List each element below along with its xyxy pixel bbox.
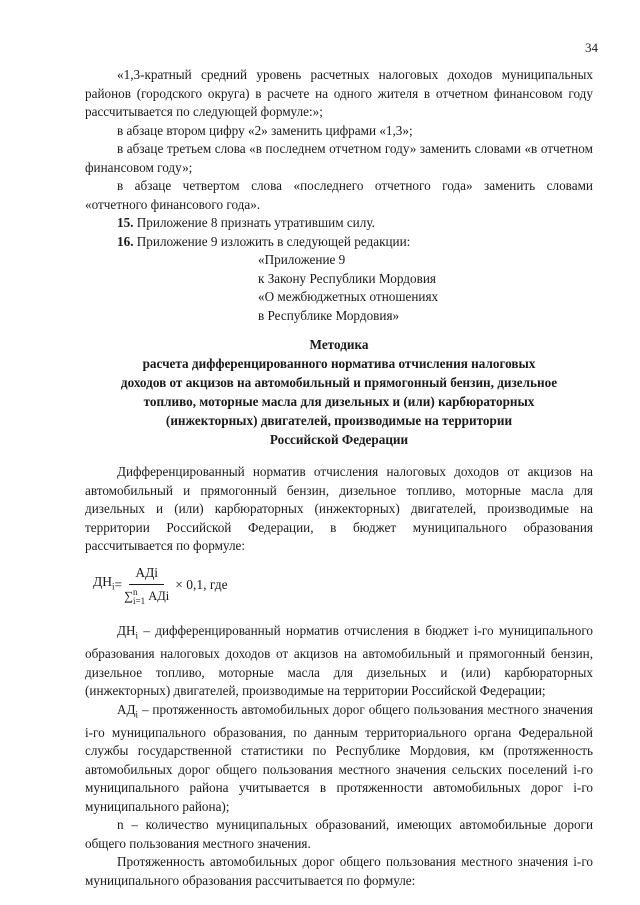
item-15 xyxy=(85,214,593,233)
formula-equals: = xyxy=(114,576,123,592)
item-16-number: 16. xyxy=(117,233,134,249)
paragraph-amend-2: в абзаце втором цифру «2» заменить цифрами «1,3»; xyxy=(117,122,413,138)
item-15-text: Приложение 8 признать утратившим силу. xyxy=(133,215,375,230)
method-intro: Дифференцированный норматив отчисления налоговых доходов от акцизов на автомобильный и прямогонный бензин, дизельное топливо, моторные масла для дизельных и (или) карбюраторных (инжекторных) двигателей, производимые на территории Российской Федерации, в бюджет муниципального образования рассчитывается по формуле: xyxy=(85,464,593,553)
formula-numerator: АДi xyxy=(129,564,164,586)
appendix-line: в Республике Мордовия» xyxy=(258,307,400,323)
appendix-line: «Приложение 9 xyxy=(258,252,346,267)
appendix-line: к Закону Республики Мордовия xyxy=(258,270,436,286)
method-title xyxy=(85,335,593,449)
document-body xyxy=(85,66,593,890)
paragraph-formula-intro: «1,3-кратный средний уровень расчетных налоговых доходов муниципальных районов (городского округа) в расчете на одного жителя в отчетном финансовом году рассчитывается по следующей формуле:»; xyxy=(85,67,593,119)
paragraph-amend-4: в абзаце четвертом слова «последнего отчетного года» заменить словами «отчетного финансового года». xyxy=(85,178,593,212)
formula-denominator: ∑ n i=1 АДi xyxy=(124,587,170,607)
method-title-line: Российской Федерации xyxy=(269,432,409,447)
appendix-header xyxy=(85,251,593,325)
definition-n: n – количество муниципальных образований, имеющих автомобильные дороги общего пользования местного значения. xyxy=(85,817,593,851)
item-16 xyxy=(85,233,593,252)
closing-paragraph: Протяженность автомобильных дорог общего пользования местного значения i-го муниципального образования рассчитывается по формуле: xyxy=(85,854,593,888)
formula-fraction xyxy=(124,564,169,607)
formula-lhs: $ДН_i$ xyxy=(93,574,115,592)
formula xyxy=(93,564,593,607)
method-title-line: (инжекторных) двигателей, производимые на территории xyxy=(165,413,513,428)
item-16-text: Приложение 9 изложить в следующей редакции: xyxy=(133,233,411,249)
method-title-line: Методика xyxy=(309,337,369,352)
item-15-number: 15. xyxy=(117,215,134,230)
appendix-line: «О межбюджетных отношениях xyxy=(258,289,439,304)
definition-dn: $ДН_i$ – дифференцированный норматив отчисления в бюджет i-го муниципального образования налоговых доходов от акцизов на автомобильный и прямогонный бензин, дизельное топливо, моторные масла для дизельных и (или) карбюраторных (инжекторных) двигателей, производимые на территории Российской Федерации; xyxy=(85,623,593,699)
definition-ad: $АД_i$ – протяженность автомобильных дорог общего пользования местного значения i-го муниципального образования, по данным территориального органа Федеральной службы государственной статистики по Республике Мордовия, км (протяженность автомобильных дорог общего пользования местного значения сельских поселений i-го муниципального района учитывается в протяженности автомобильных дорог i-го муниципального района); xyxy=(85,701,593,814)
page-number: 34 xyxy=(585,40,598,55)
paragraph-amend-3: в абзаце третьем слова «в последнем отчетном году» заменить словами «в отчетном финансовом году»; xyxy=(85,141,593,175)
method-title-line: доходов от акцизов на автомобильный и прямогонный бензин, дизельное xyxy=(120,375,558,390)
formula-tail: × 0,1, где xyxy=(175,576,228,592)
method-title-line: топливо, моторные масла для дизельных и (или) карбюраторных xyxy=(143,394,535,409)
method-title-line: расчета дифференцированного норматива отчисления налоговых xyxy=(142,356,536,371)
